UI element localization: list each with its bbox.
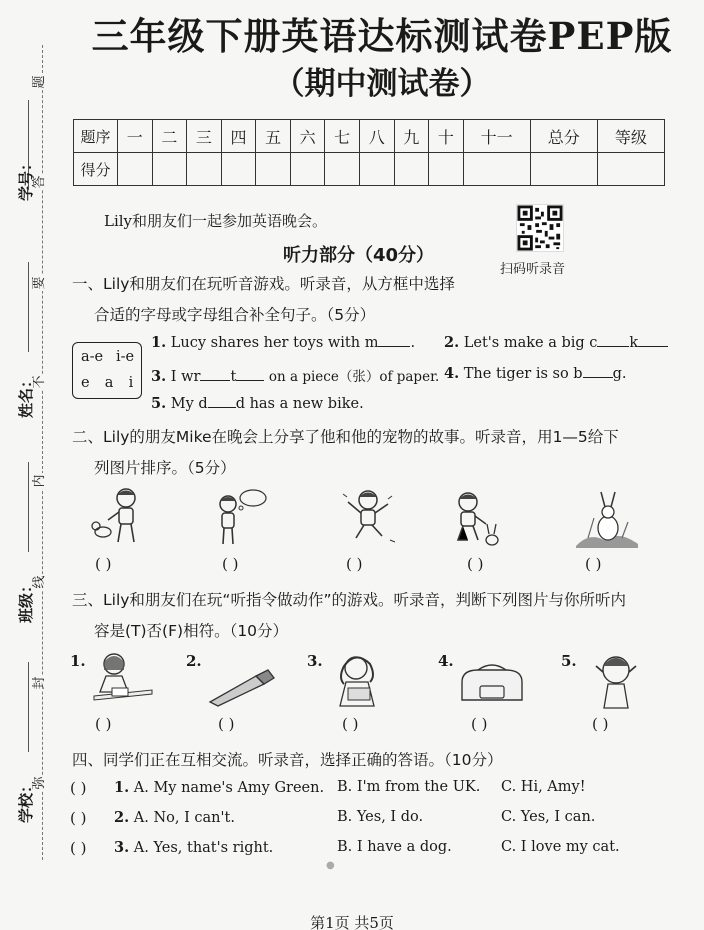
score-cell[interactable] bbox=[187, 153, 222, 186]
section3-heading-cont: 容是(T)否(F)相符。（10分） bbox=[94, 622, 289, 640]
answer-bracket[interactable]: ( ) bbox=[70, 779, 87, 797]
option-a[interactable]: 2. A. No, I can't. bbox=[114, 809, 235, 826]
score-cell[interactable] bbox=[221, 153, 256, 186]
answer-blank[interactable] bbox=[208, 407, 236, 408]
order-bracket[interactable]: ( ) bbox=[585, 555, 602, 573]
score-cell[interactable] bbox=[118, 153, 153, 186]
judge-bracket[interactable]: ( ) bbox=[342, 715, 359, 733]
sentence-4: 4. The tiger is so b g. bbox=[444, 365, 627, 382]
seal-line bbox=[42, 45, 43, 860]
column-header: 十一 bbox=[463, 120, 530, 153]
sentence-5: 5. My d d has a new bike. bbox=[151, 395, 364, 412]
judge-bracket[interactable]: ( ) bbox=[95, 715, 112, 733]
column-header: 五 bbox=[256, 120, 291, 153]
schoolbag-illustration bbox=[458, 662, 526, 708]
option-b[interactable]: B. I'm from the UK. bbox=[337, 779, 481, 795]
section2-heading: 二、Lily的朋友Mike在晚会上分享了他和他的宠物的故事。听录音，用1—5给下 bbox=[72, 428, 619, 446]
score-table bbox=[73, 119, 665, 186]
name-label: 姓名： bbox=[17, 372, 36, 419]
answer-blank[interactable] bbox=[378, 346, 410, 347]
column-header: 二 bbox=[152, 120, 187, 153]
seal-char: 弥 bbox=[32, 775, 52, 791]
column-header: 等级 bbox=[597, 120, 664, 153]
answer-blank[interactable] bbox=[236, 380, 264, 381]
boy-with-rabbit-illustration bbox=[448, 488, 508, 550]
seal-char: 不 bbox=[32, 374, 52, 390]
option-c[interactable]: C. Hi, Amy! bbox=[501, 779, 586, 795]
column-header: 九 bbox=[394, 120, 429, 153]
student-number-label: 学号： bbox=[17, 155, 36, 202]
letter-option: a-e bbox=[81, 349, 104, 365]
answer-blank[interactable] bbox=[638, 346, 668, 347]
item-number: 5. bbox=[561, 652, 577, 670]
score-input-row bbox=[74, 153, 665, 186]
order-bracket[interactable]: ( ) bbox=[467, 555, 484, 573]
score-cell[interactable] bbox=[597, 153, 664, 186]
row-label: 得分 bbox=[74, 153, 118, 186]
section1-heading: 一、Lily和朋友们在玩听音游戏。听录音，从方框中选择 bbox=[72, 275, 455, 293]
column-header: 四 bbox=[221, 120, 256, 153]
column-header: 总分 bbox=[530, 120, 597, 153]
section3-heading: 三、Lily和朋友们在玩“听指令做动作”的游戏。听录音，判断下列图片与你所听内 bbox=[72, 591, 626, 609]
item-number: 1. bbox=[70, 652, 86, 670]
answer-bracket[interactable]: ( ) bbox=[70, 839, 87, 857]
girl-drawing-illustration bbox=[92, 650, 154, 706]
answer-blank[interactable] bbox=[583, 377, 613, 378]
letter-option: i-e bbox=[116, 349, 135, 365]
section4-heading: 四、同学们正在互相交流。听录音，选择正确的答语。（10分） bbox=[72, 751, 503, 769]
boy-covering-ears-illustration bbox=[592, 648, 640, 710]
item-number: 3. bbox=[307, 652, 323, 670]
score-cell[interactable] bbox=[152, 153, 187, 186]
order-bracket[interactable]: ( ) bbox=[95, 555, 112, 573]
sentence-2: 2. Let's make a big c k bbox=[444, 334, 668, 351]
column-header: 七 bbox=[325, 120, 360, 153]
score-cell[interactable] bbox=[290, 153, 325, 186]
divider-dot: ● bbox=[326, 860, 335, 871]
school-label: 学校： bbox=[17, 777, 36, 824]
sentence-3: 3. I wr t on a piece（张）of paper. bbox=[151, 368, 440, 385]
score-cell[interactable] bbox=[359, 153, 394, 186]
option-c[interactable]: C. Yes, I can. bbox=[501, 809, 596, 825]
judge-bracket[interactable]: ( ) bbox=[471, 715, 488, 733]
seal-char: 答 bbox=[32, 174, 52, 190]
option-c[interactable]: C. I love my cat. bbox=[501, 839, 620, 855]
score-cell[interactable] bbox=[325, 153, 360, 186]
column-header: 三 bbox=[187, 120, 222, 153]
seal-char: 封 bbox=[32, 675, 52, 691]
exam-subtitle: （期中测试卷） bbox=[273, 66, 491, 102]
column-header: 六 bbox=[290, 120, 325, 153]
score-cell[interactable] bbox=[463, 153, 530, 186]
order-bracket[interactable]: ( ) bbox=[222, 555, 239, 573]
answer-blank[interactable] bbox=[597, 346, 629, 347]
seal-char: 题 bbox=[32, 74, 52, 90]
judge-bracket[interactable]: ( ) bbox=[592, 715, 609, 733]
score-cell[interactable] bbox=[530, 153, 597, 186]
score-cell[interactable] bbox=[429, 153, 464, 186]
column-header: 十 bbox=[429, 120, 464, 153]
option-b[interactable]: B. I have a dog. bbox=[337, 839, 452, 855]
column-header: 一 bbox=[118, 120, 153, 153]
section2-heading-cont: 列图片排序。（5分） bbox=[94, 459, 236, 477]
pen-illustration bbox=[206, 668, 276, 708]
order-bracket[interactable]: ( ) bbox=[346, 555, 363, 573]
qr-caption: 扫码听录音 bbox=[500, 262, 566, 277]
sentence-1: 1. Lucy shares her toys with m . bbox=[151, 334, 416, 351]
item-number: 4. bbox=[438, 652, 454, 670]
item-number: 2. bbox=[186, 652, 202, 670]
qr-code[interactable] bbox=[516, 204, 564, 252]
answer-blank[interactable] bbox=[200, 380, 230, 381]
listening-part-title: 听力部分（40分） bbox=[283, 245, 435, 266]
binding-margin bbox=[0, 0, 66, 930]
rabbit-in-garden-illustration bbox=[574, 488, 640, 550]
class-label: 班级： bbox=[17, 577, 36, 624]
option-b[interactable]: B. Yes, I do. bbox=[337, 809, 424, 825]
intro-text: Lily和朋友们一起参加英语晚会。 bbox=[104, 212, 328, 230]
boy-thinking-of-puppy-illustration bbox=[208, 488, 268, 550]
score-header-row bbox=[74, 120, 665, 153]
seal-char: 要 bbox=[32, 275, 52, 291]
boy-with-puppy-illustration bbox=[88, 486, 148, 548]
section1-heading-cont: 合适的字母或字母组合补全句子。（5分） bbox=[94, 306, 376, 324]
column-header: 八 bbox=[359, 120, 394, 153]
seal-char: 内 bbox=[32, 473, 52, 489]
letter-choice-box bbox=[72, 342, 142, 399]
answer-bracket[interactable]: ( ) bbox=[70, 809, 87, 827]
row-label: 题序 bbox=[74, 120, 118, 153]
letter-option: e a i bbox=[81, 375, 136, 391]
option-a[interactable]: 1. A. My name's Amy Green. bbox=[114, 779, 325, 796]
option-a[interactable]: 3. A. Yes, that's right. bbox=[114, 839, 274, 856]
seal-char: 线 bbox=[32, 574, 52, 590]
girl-reading-illustration bbox=[330, 650, 390, 710]
score-cell[interactable] bbox=[256, 153, 291, 186]
exam-title: 三年级下册英语达标测试卷PEP版 bbox=[91, 14, 673, 58]
boy-jumping-illustration bbox=[338, 486, 400, 550]
judge-bracket[interactable]: ( ) bbox=[218, 715, 235, 733]
page-footer: 第1页 共5页 bbox=[310, 914, 394, 930]
score-cell[interactable] bbox=[394, 153, 429, 186]
